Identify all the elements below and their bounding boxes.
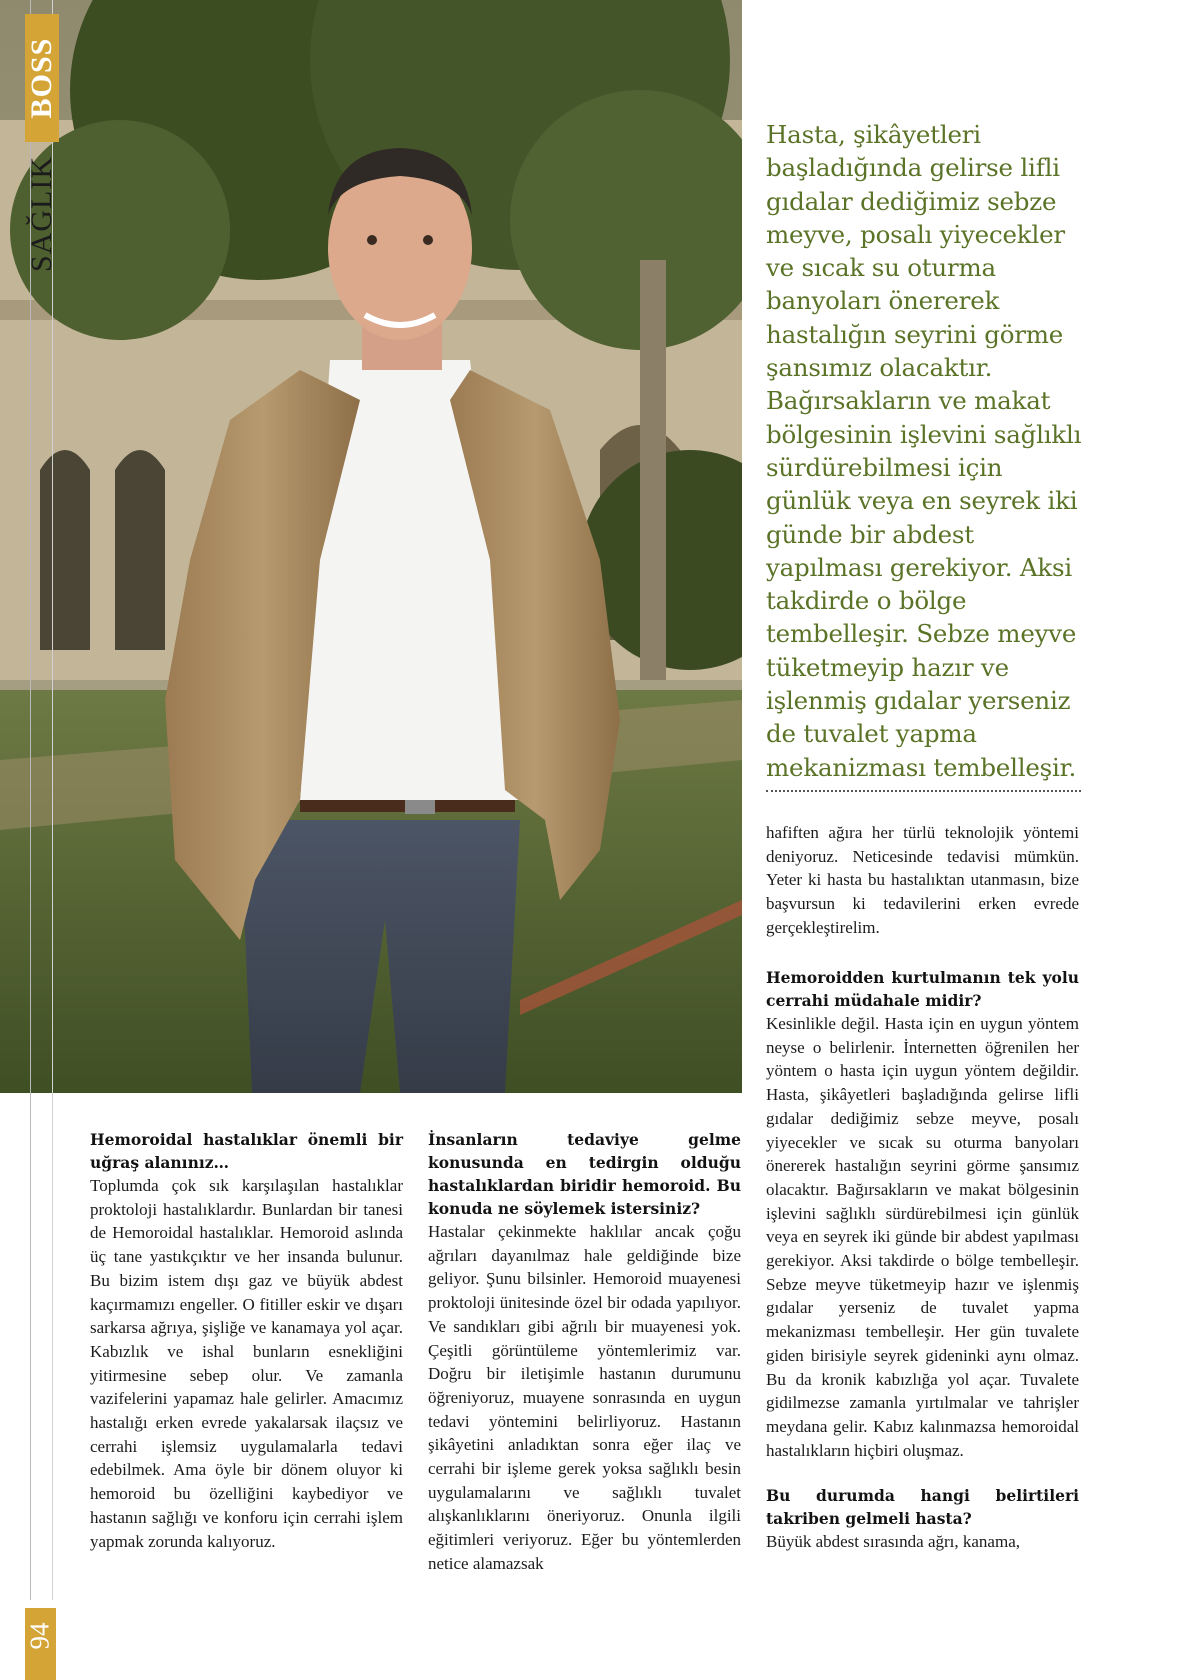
paragraph-gap (766, 1462, 1079, 1484)
article-column-3-continuation (766, 821, 1079, 940)
answer-paragraph: Toplumda çok sık karşılaşılan hastalıklar proktoloji hastalıklardır. Bunlardan bir tanesi de Hemoroidal hastalıklar. Hemoroid aslında üç tane yastıkçıktır ve her insanda bulunur. Bu bizim istem dışı gaz ve büyük abdest kaçırmamızı engeller. O fitiller eskir ve dışarı sarkarsa ağrıya, şişliğe ve kanamaya yol açar. Kabızlık ve ishal bunların esnekliğini yitirmesine sebep olur. Ve zamanla vazifelerini yapamaz hale gelirler. Amacımız hastalığı erken evrede yakalarsak ilaçsız ve cerrahi işlemsiz uygulamalarla tedavi edebilmek. Ama öyle bir dönem oluyor ki hemoroid bu özelliğini kaybediyor ve hastanın sağlığı ve konforu için cerrahi işlem yapmak zorunda kalıyoruz. (90, 1176, 403, 1551)
answer-paragraph: Kesinlikle değil. Hasta için en uygun yöntem neyse o belirlenir. İnternetten öğrenilen her yöntem o hasta için uygun yöntem değildir. Hasta, şikâyetleri başladığında gelirse lifli gıdalar dediğimiz sebze meyve, posalı yiyecekler ve sıcak su oturma banyoları önererek hastalığın seyrini görme şansımız olacaktır. Bağırsakların ve makat bölgesinin işlevini sağlıklı sürdürebilmesi için günlük veya en seyrek iki günde bir abdest yapılması gerekiyor. Aksi takdirde o bölge tembelleşir. Sebze meyve tüketmeyip hazır ve işlenmiş gıdalar yerseniz de tuvalet yapma mekanizması tembelleşir. Her gün tuvalete giden birisiyle seyrek gideninki aynı olmaz. Bu da kronik kabızlığa yol açar. Tuvalete gidilmezse zamanla yırtılmalar ve tahrişler meydana gelir. Kabız kalınmazsa hemoroidal hastalıkların hiçbiri oluşmaz. (766, 1014, 1079, 1460)
article-column-3 (766, 966, 1079, 1554)
page-number-tab (25, 1608, 56, 1680)
answer-paragraph: Hastalar çekinmekte haklılar ancak çoğu ağrıları dayanılmaz hale geldiğinde bize geliyor. Şunu bilsinler. Hemoroid muayenesi proktoloji ünitesinde özel bir odada yapılıyor. Ve sandıkları gibi ağrılı bir muayenesi yok. Çeşitli görüntüleme yöntemlerimiz var. Doğru bir iletişimle hastanın durumunu öğreniyoruz, muayene sonrasında en uygun tedavi yöntemini belirliyoruz. Hastanın şikâyetini anladıktan sonra eğer ilaç ve cerrahi bir işleme gerek yoksa sağlıklı besin uygulamalarını ve sağlıklı tuvalet alışkanlıklarını öneriyoruz. Onunla ilgili eğitimleri veriyoruz. Eğer bu yöntemlerden netice alamazsak (428, 1222, 741, 1573)
dotted-divider (766, 790, 1081, 792)
answer-paragraph: Büyük abdest sırasında ağrı, kanama, (766, 1532, 1020, 1552)
article-column-2 (428, 1128, 741, 1576)
continuation-paragraph: hafiften ağıra her türlü teknolojik yöntemi deniyoruz. Neticesinde tedavisi mümkün. Yeter ki hasta bu hastalıktan utanmasın, bize başvursun ki tedavilerini erken evrede gerçekleştirelim. (766, 823, 1079, 937)
article-column-1 (90, 1128, 403, 1553)
category-label: SAĞLIK (25, 156, 58, 272)
question-heading: Hemoroidden kurtulmanın tek yolu cerrahi müdahale midir? (766, 968, 1079, 1010)
brand-label: BOSS (25, 37, 58, 119)
page-number: 94 (24, 1622, 55, 1650)
man-in-suit-photo (0, 0, 742, 1093)
question-heading: Bu durumda hangi belirtileri takriben gelmeli hasta? (766, 1486, 1079, 1529)
section-label (25, 14, 59, 274)
question-heading: İnsanların tedaviye gelme konusunda en tedirgin olduğu hastalıklardan biridir hemoroid. Bu konuda ne söylemek istersiniz? (428, 1130, 741, 1218)
pull-quote: Hasta, şikâyetleri başladığında gelirse lifli gıdalar dediğimiz sebze meyve, posalı yiyecekler ve sıcak su oturma banyoları önererek hastalığın seyrini görme şansımız olacaktır. Bağırsakların ve makat bölgesinin işlevini sağlıklı sürdürebilmesi için günlük veya en seyrek iki günde bir abdest yapılması gerekiyor. Aksi takdirde o bölge tembelleşir. Sebze meyve tüketmeyip hazır ve işlenmiş gıdalar yerseniz de tuvalet yapma mekanizması tembelleşir. (766, 120, 1082, 782)
question-heading: Hemoroidal hastalıklar önemli bir uğraş alanınız… (90, 1130, 403, 1172)
